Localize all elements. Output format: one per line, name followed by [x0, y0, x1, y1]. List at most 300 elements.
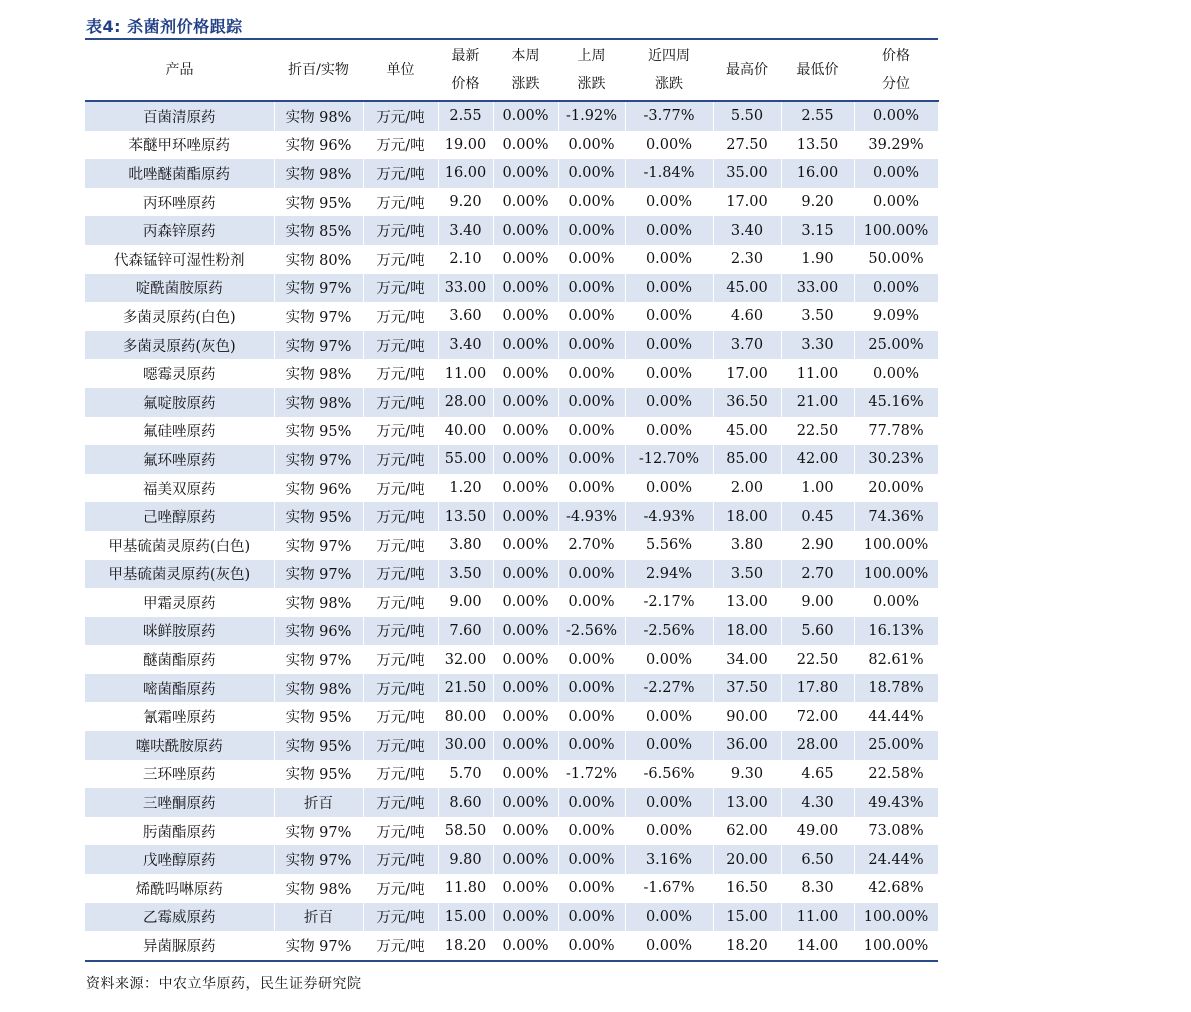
column-header-7: [713, 40, 781, 101]
table-cell: 2.70%: [558, 531, 625, 560]
table-row: [85, 359, 938, 388]
table-cell: -2.27%: [625, 674, 713, 703]
table-cell: 0.00%: [854, 188, 938, 217]
table-cell: 15.00: [713, 903, 781, 932]
table-cell: 0.00%: [558, 788, 625, 817]
table-cell: 0.00%: [493, 101, 558, 131]
table-cell: 0.00%: [625, 131, 713, 160]
table-cell: 74.36%: [854, 502, 938, 531]
table-cell: 0.00%: [558, 274, 625, 303]
table-cell: 9.20: [781, 188, 854, 217]
table-cell: 18.78%: [854, 674, 938, 703]
table-cell: 0.00%: [493, 359, 558, 388]
table-cell: 万元/吨: [363, 216, 438, 245]
table-cell: 0.00%: [493, 788, 558, 817]
table-cell: 49.43%: [854, 788, 938, 817]
table-cell: 0.00%: [493, 674, 558, 703]
table-cell: 噁霉灵原药: [85, 359, 274, 388]
table-cell: 0.00%: [493, 445, 558, 474]
table-cell: 0.00%: [625, 302, 713, 331]
table-cell: 万元/吨: [363, 302, 438, 331]
table-cell: 82.61%: [854, 645, 938, 674]
table-cell: 80.00: [438, 702, 493, 731]
table-cell: 45.00: [713, 274, 781, 303]
table-row: [85, 331, 938, 360]
table-cell: -4.93%: [558, 502, 625, 531]
table-cell: 30.23%: [854, 445, 938, 474]
table-cell: 万元/吨: [363, 445, 438, 474]
table-cell: 0.00%: [854, 159, 938, 188]
table-cell: 40.00: [438, 417, 493, 446]
table-cell: 13.50: [438, 502, 493, 531]
table-cell: 3.80: [713, 531, 781, 560]
table-cell: 万元/吨: [363, 388, 438, 417]
table-cell: 嘧菌酯原药: [85, 674, 274, 703]
table-cell: 18.20: [713, 931, 781, 960]
table-row: [85, 702, 938, 731]
table-cell: 万元/吨: [363, 731, 438, 760]
table-cell: 氟环唑原药: [85, 445, 274, 474]
source-note: 资料来源：中农立华原药，民生证券研究院: [86, 976, 362, 992]
column-header-line1: 价格: [882, 48, 910, 64]
table-cell: 0.00%: [493, 331, 558, 360]
table-cell: 折百: [274, 903, 363, 932]
column-header-line2: 价格: [451, 76, 480, 92]
column-header-line1: 最新: [451, 48, 480, 64]
table-cell: 百菌清原药: [85, 101, 274, 131]
column-header-line1: 最低价: [796, 62, 839, 78]
table-cell: 2.55: [438, 101, 493, 131]
table-cell: 0.00%: [558, 131, 625, 160]
table-cell: -4.93%: [625, 502, 713, 531]
table-cell: 4.65: [781, 760, 854, 789]
table-cell: 万元/吨: [363, 931, 438, 960]
table-cell: 90.00: [713, 702, 781, 731]
table-cell: 0.00%: [625, 903, 713, 932]
table-cell: 0.00%: [854, 359, 938, 388]
table-cell: 0.00%: [558, 874, 625, 903]
column-header-line2: 涨跌: [577, 76, 606, 92]
table-cell: 100.00%: [854, 931, 938, 960]
table-cell: 3.40: [438, 331, 493, 360]
table-cell: 0.00%: [493, 245, 558, 274]
table-cell: 万元/吨: [363, 188, 438, 217]
table-cell: 16.50: [713, 874, 781, 903]
table-cell: 实物 97%: [274, 274, 363, 303]
table-cell: 三环唑原药: [85, 760, 274, 789]
table-cell: 5.70: [438, 760, 493, 789]
table-cell: 0.00%: [558, 302, 625, 331]
table-cell: 0.00%: [493, 588, 558, 617]
table-cell: 0.00%: [625, 731, 713, 760]
table-cell: 0.00%: [854, 274, 938, 303]
table-cell: -6.56%: [625, 760, 713, 789]
table-cell: 3.15: [781, 216, 854, 245]
table-cell: 0.00%: [625, 245, 713, 274]
column-header-2: [363, 40, 438, 101]
table-cell: 0.00%: [558, 588, 625, 617]
table-cell: 44.44%: [854, 702, 938, 731]
table-cell: 0.00%: [558, 188, 625, 217]
table-cell: 实物 98%: [274, 388, 363, 417]
table-cell: 21.00: [781, 388, 854, 417]
table-cell: 36.00: [713, 731, 781, 760]
header-row: [85, 40, 938, 101]
column-header-line1: 单位: [386, 62, 415, 78]
table-row: [85, 731, 938, 760]
table-cell: 0.00%: [558, 216, 625, 245]
table-cell: -1.67%: [625, 874, 713, 903]
table-cell: 3.16%: [625, 845, 713, 874]
column-header-1: [274, 40, 363, 101]
table-cell: 2.55: [781, 101, 854, 131]
table-cell: 实物 97%: [274, 331, 363, 360]
table-cell: 实物 98%: [274, 674, 363, 703]
table-cell: 0.00%: [493, 731, 558, 760]
table-row: [85, 274, 938, 303]
table-cell: 0.00%: [854, 101, 938, 131]
table-cell: 16.13%: [854, 617, 938, 646]
bottom-rule: [85, 960, 938, 962]
table-cell: 万元/吨: [363, 588, 438, 617]
table-cell: 42.68%: [854, 874, 938, 903]
table-cell: 55.00: [438, 445, 493, 474]
table-cell: 3.30: [781, 331, 854, 360]
table-cell: 9.20: [438, 188, 493, 217]
table-row: [85, 931, 938, 960]
column-header-line2: 分位: [882, 76, 910, 92]
table-cell: 5.56%: [625, 531, 713, 560]
table-cell: 实物 97%: [274, 531, 363, 560]
table-cell: 9.80: [438, 845, 493, 874]
table-cell: 15.00: [438, 903, 493, 932]
table-cell: 18.20: [438, 931, 493, 960]
table-cell: 0.00%: [558, 388, 625, 417]
table-cell: 万元/吨: [363, 274, 438, 303]
table-cell: 3.50: [713, 560, 781, 589]
column-header-0: [85, 40, 274, 101]
column-header-line1: 近四周: [648, 48, 690, 64]
table-cell: 27.50: [713, 131, 781, 160]
table-cell: 0.00%: [625, 702, 713, 731]
table-cell: -2.56%: [558, 617, 625, 646]
table-cell: 1.00: [781, 474, 854, 503]
table-cell: 28.00: [781, 731, 854, 760]
table-cell: 0.00%: [493, 874, 558, 903]
table-cell: 17.00: [713, 359, 781, 388]
table-cell: 0.00%: [625, 359, 713, 388]
table-cell: 万元/吨: [363, 903, 438, 932]
table-cell: -1.92%: [558, 101, 625, 131]
table-cell: 5.50: [713, 101, 781, 131]
table-cell: 0.00%: [493, 645, 558, 674]
table-cell: 0.00%: [493, 702, 558, 731]
table-cell: 35.00: [713, 159, 781, 188]
table-cell: 苯醚甲环唑原药: [85, 131, 274, 160]
table-cell: 0.00%: [493, 302, 558, 331]
table-title: 表4: 杀菌剂价格跟踪: [86, 17, 243, 36]
table-cell: 烯酰吗啉原药: [85, 874, 274, 903]
table-cell: 0.00%: [493, 474, 558, 503]
table-cell: 万元/吨: [363, 474, 438, 503]
table-cell: 0.00%: [558, 359, 625, 388]
table-cell: 9.09%: [854, 302, 938, 331]
table-cell: 万元/吨: [363, 702, 438, 731]
table-cell: 77.78%: [854, 417, 938, 446]
table-cell: 万元/吨: [363, 531, 438, 560]
table-cell: 22.58%: [854, 760, 938, 789]
table-cell: 咪鲜胺原药: [85, 617, 274, 646]
table-cell: 25.00%: [854, 331, 938, 360]
table-cell: 8.30: [781, 874, 854, 903]
table-cell: 0.00%: [558, 645, 625, 674]
table-cell: 实物 98%: [274, 101, 363, 131]
table-cell: 万元/吨: [363, 359, 438, 388]
table-cell: 1.90: [781, 245, 854, 274]
table-cell: 代森锰锌可湿性粉剂: [85, 245, 274, 274]
table-cell: 33.00: [438, 274, 493, 303]
table-cell: 实物 96%: [274, 474, 363, 503]
table-cell: 16.00: [438, 159, 493, 188]
table-cell: 万元/吨: [363, 617, 438, 646]
table-cell: 万元/吨: [363, 817, 438, 846]
table-cell: 实物 95%: [274, 731, 363, 760]
table-cell: 50.00%: [854, 245, 938, 274]
table-cell: 20.00: [713, 845, 781, 874]
table-cell: 噻呋酰胺原药: [85, 731, 274, 760]
table-cell: 2.90: [781, 531, 854, 560]
table-cell: 万元/吨: [363, 645, 438, 674]
table-cell: 14.00: [781, 931, 854, 960]
table-cell: 5.60: [781, 617, 854, 646]
column-header-line1: 本周: [511, 48, 540, 64]
table-cell: 0.00%: [558, 159, 625, 188]
table-cell: 11.00: [438, 359, 493, 388]
table-cell: 0.00%: [558, 731, 625, 760]
table-cell: 36.50: [713, 388, 781, 417]
table-cell: 甲基硫菌灵原药(灰色): [85, 560, 274, 589]
table-cell: 20.00%: [854, 474, 938, 503]
table-cell: 万元/吨: [363, 417, 438, 446]
table-cell: 0.00%: [493, 188, 558, 217]
table-cell: 11.00: [781, 903, 854, 932]
table-cell: 实物 95%: [274, 760, 363, 789]
table-cell: 0.00%: [493, 388, 558, 417]
table-cell: 异菌脲原药: [85, 931, 274, 960]
table-cell: 37.50: [713, 674, 781, 703]
table-cell: 乙霉威原药: [85, 903, 274, 932]
table-cell: 17.80: [781, 674, 854, 703]
table-cell: 0.00%: [558, 845, 625, 874]
table-cell: 啶酰菌胺原药: [85, 274, 274, 303]
table-row: [85, 560, 938, 589]
table-cell: 万元/吨: [363, 245, 438, 274]
table-cell: 0.00%: [493, 903, 558, 932]
table-cell: 4.60: [713, 302, 781, 331]
table-cell: 0.00%: [625, 274, 713, 303]
table-cell: 30.00: [438, 731, 493, 760]
table-row: [85, 674, 938, 703]
table-cell: 0.00%: [558, 245, 625, 274]
table-cell: 3.50: [438, 560, 493, 589]
table-cell: 万元/吨: [363, 331, 438, 360]
table-cell: 0.00%: [493, 760, 558, 789]
table-cell: 实物 97%: [274, 817, 363, 846]
table-cell: 实物 95%: [274, 502, 363, 531]
table-cell: 0.00%: [493, 845, 558, 874]
table-cell: 0.00%: [625, 388, 713, 417]
table-cell: 万元/吨: [363, 159, 438, 188]
table-cell: 0.00%: [558, 560, 625, 589]
table-cell: 甲霜灵原药: [85, 588, 274, 617]
table-cell: 18.00: [713, 617, 781, 646]
table-row: [85, 788, 938, 817]
table-cell: 3.70: [713, 331, 781, 360]
table-row: [85, 817, 938, 846]
table-cell: 己唑醇原药: [85, 502, 274, 531]
table-cell: 多菌灵原药(灰色): [85, 331, 274, 360]
table-cell: 实物 96%: [274, 617, 363, 646]
table-cell: 折百: [274, 788, 363, 817]
table-row: [85, 845, 938, 874]
table-cell: 万元/吨: [363, 502, 438, 531]
table-cell: 2.70: [781, 560, 854, 589]
table-cell: -2.17%: [625, 588, 713, 617]
table-cell: 22.50: [781, 417, 854, 446]
column-header-line2: 涨跌: [655, 76, 683, 92]
table-row: [85, 216, 938, 245]
table-cell: 实物 98%: [274, 588, 363, 617]
table-header: [85, 40, 938, 101]
table-cell: 62.00: [713, 817, 781, 846]
table-cell: 100.00%: [854, 903, 938, 932]
table-cell: 28.00: [438, 388, 493, 417]
table-cell: 万元/吨: [363, 674, 438, 703]
table-cell: 2.10: [438, 245, 493, 274]
table-cell: 17.00: [713, 188, 781, 217]
table-cell: 2.94%: [625, 560, 713, 589]
table-cell: 2.00: [713, 474, 781, 503]
column-header-line1: 最高价: [726, 62, 768, 78]
table-cell: 0.00%: [493, 931, 558, 960]
column-header-line1: 折百/实物: [288, 62, 349, 78]
table-cell: 三唑酮原药: [85, 788, 274, 817]
table-cell: 0.00%: [625, 817, 713, 846]
table-cell: 0.00%: [625, 788, 713, 817]
column-header-line1: 产品: [165, 62, 194, 78]
table-cell: 实物 97%: [274, 560, 363, 589]
table-cell: -3.77%: [625, 101, 713, 131]
table-cell: 11.80: [438, 874, 493, 903]
table-cell: 9.00: [781, 588, 854, 617]
table-cell: 丙森锌原药: [85, 216, 274, 245]
table-cell: 13.00: [713, 788, 781, 817]
table-cell: 19.00: [438, 131, 493, 160]
table-cell: 0.00%: [625, 188, 713, 217]
table-cell: 福美双原药: [85, 474, 274, 503]
table-cell: 氰霜唑原药: [85, 702, 274, 731]
table-cell: 多菌灵原药(白色): [85, 302, 274, 331]
table-cell: 3.80: [438, 531, 493, 560]
table-cell: 33.00: [781, 274, 854, 303]
table-cell: 0.00%: [625, 417, 713, 446]
table-cell: 醚菌酯原药: [85, 645, 274, 674]
table-cell: 0.00%: [493, 502, 558, 531]
table-cell: 0.00%: [558, 417, 625, 446]
table-cell: 0.00%: [625, 216, 713, 245]
table-row: [85, 159, 938, 188]
table-cell: 49.00: [781, 817, 854, 846]
table-cell: 22.50: [781, 645, 854, 674]
table-row: [85, 131, 938, 160]
table-row: [85, 388, 938, 417]
table-row: [85, 903, 938, 932]
table-cell: 32.00: [438, 645, 493, 674]
fungicide-price-table: [85, 40, 939, 960]
table-cell: 9.30: [713, 760, 781, 789]
column-header-line1: 上周: [577, 48, 606, 64]
table-cell: 实物 97%: [274, 302, 363, 331]
table-cell: 戊唑醇原药: [85, 845, 274, 874]
table-cell: 丙环唑原药: [85, 188, 274, 217]
table-cell: 0.00%: [625, 331, 713, 360]
table-cell: 万元/吨: [363, 760, 438, 789]
table-cell: 0.00%: [493, 617, 558, 646]
table-cell: 肟菌酯原药: [85, 817, 274, 846]
table-cell: 0.00%: [493, 274, 558, 303]
table-cell: 1.20: [438, 474, 493, 503]
table-row: [85, 188, 938, 217]
table-cell: 0.00%: [854, 588, 938, 617]
table-row: [85, 474, 938, 503]
column-header-4: [493, 40, 558, 101]
column-header-6: [625, 40, 713, 101]
table-cell: 100.00%: [854, 560, 938, 589]
table-cell: 实物 97%: [274, 645, 363, 674]
table-cell: 58.50: [438, 817, 493, 846]
table-cell: 0.00%: [625, 645, 713, 674]
table-cell: 0.00%: [558, 702, 625, 731]
table-cell: 万元/吨: [363, 874, 438, 903]
column-header-8: [781, 40, 854, 101]
table-cell: 甲基硫菌灵原药(白色): [85, 531, 274, 560]
table-cell: 34.00: [713, 645, 781, 674]
table-cell: 45.16%: [854, 388, 938, 417]
table-cell: 24.44%: [854, 845, 938, 874]
column-header-5: [558, 40, 625, 101]
table-cell: 25.00%: [854, 731, 938, 760]
table-cell: 42.00: [781, 445, 854, 474]
table-cell: 实物 95%: [274, 702, 363, 731]
table-cell: 实物 85%: [274, 216, 363, 245]
table-row: [85, 245, 938, 274]
table-cell: 实物 97%: [274, 845, 363, 874]
table-row: [85, 874, 938, 903]
table-cell: 3.40: [438, 216, 493, 245]
table-cell: 2.30: [713, 245, 781, 274]
table-cell: 21.50: [438, 674, 493, 703]
table-row: [85, 645, 938, 674]
table-cell: 0.00%: [493, 417, 558, 446]
table-cell: 氟硅唑原药: [85, 417, 274, 446]
table-cell: 0.00%: [493, 131, 558, 160]
table-row: [85, 302, 938, 331]
table-cell: 100.00%: [854, 216, 938, 245]
price-table-container: [85, 38, 938, 962]
table-cell: 7.60: [438, 617, 493, 646]
table-cell: 3.60: [438, 302, 493, 331]
table-cell: 100.00%: [854, 531, 938, 560]
